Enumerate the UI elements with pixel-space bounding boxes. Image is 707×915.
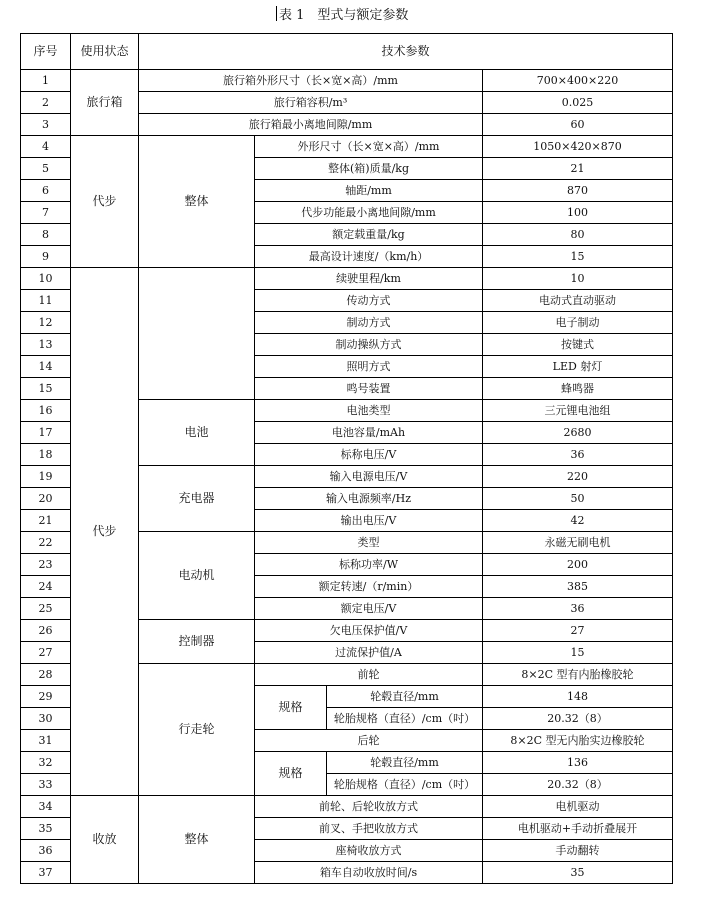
param-name: 前轮 [255,664,483,686]
param-name: 最高设计速度/（km/h） [255,246,483,268]
row-number: 5 [21,158,71,180]
row-number: 7 [21,202,71,224]
group-luggage: 旅行箱 [71,70,139,136]
group-whole-2: 整体 [139,796,255,884]
param-value: 手动翻转 [483,840,673,862]
param-value: LED 射灯 [483,356,673,378]
param-value: 700×400×220 [483,70,673,92]
group-charger: 充电器 [139,466,255,532]
param-name: 传动方式 [255,290,483,312]
param-value: 60 [483,114,673,136]
row-number: 21 [21,510,71,532]
param-value: 50 [483,488,673,510]
row-number: 25 [21,598,71,620]
param-name: 箱车自动收放时间/s [255,862,483,884]
param-value: 36 [483,444,673,466]
group-battery: 电池 [139,400,255,466]
param-name: 欠电压保护值/V [255,620,483,642]
param-value: 2680 [483,422,673,444]
row-number: 15 [21,378,71,400]
row-number: 30 [21,708,71,730]
param-value: 电机驱动 [483,796,673,818]
group-blank [139,268,255,400]
row-number: 13 [21,334,71,356]
group-motor: 电动机 [139,532,255,620]
param-value: 电机驱动+手动折叠展开 [483,818,673,840]
table-row [21,70,673,92]
row-number: 28 [21,664,71,686]
spec-table [20,33,673,884]
param-value: 136 [483,752,673,774]
param-name: 制动操纵方式 [255,334,483,356]
param-value: 35 [483,862,673,884]
row-number: 34 [21,796,71,818]
row-number: 36 [21,840,71,862]
row-number: 16 [21,400,71,422]
row-number: 23 [21,554,71,576]
param-value: 电动式直动驱动 [483,290,673,312]
param-value: 15 [483,642,673,664]
param-value: 100 [483,202,673,224]
param-name: 标称电压/V [255,444,483,466]
param-name: 续驶里程/km [255,268,483,290]
group-walk-1: 代步 [71,136,139,268]
param-name: 额定转速/（r/min） [255,576,483,598]
row-number: 17 [21,422,71,444]
row-number: 11 [21,290,71,312]
param-name: 轮胎规格（直径）/cm（吋） [327,774,483,796]
param-name: 座椅收放方式 [255,840,483,862]
row-number: 10 [21,268,71,290]
table-row [21,796,673,818]
param-value: 10 [483,268,673,290]
header-state: 使用状态 [71,34,139,70]
row-number: 18 [21,444,71,466]
param-value: 8×2C 型有内胎橡胶轮 [483,664,673,686]
row-number: 3 [21,114,71,136]
row-number: 29 [21,686,71,708]
group-controller: 控制器 [139,620,255,664]
param-name: 电池容量/mAh [255,422,483,444]
param-name: 输出电压/V [255,510,483,532]
row-number: 37 [21,862,71,884]
param-value: 永磁无刷电机 [483,532,673,554]
row-number: 27 [21,642,71,664]
param-name: 电池类型 [255,400,483,422]
param-name: 前轮、后轮收放方式 [255,796,483,818]
group-spec-rear: 规格 [255,752,327,796]
param-value: 21 [483,158,673,180]
param-value: 蜂鸣器 [483,378,673,400]
param-name: 类型 [255,532,483,554]
group-spec-front: 规格 [255,686,327,730]
param-value: 42 [483,510,673,532]
row-number: 24 [21,576,71,598]
row-number: 2 [21,92,71,114]
param-value: 8×2C 型无内胎实边橡胶轮 [483,730,673,752]
param-name: 轴距/mm [255,180,483,202]
param-name: 鸣号装置 [255,378,483,400]
param-name: 制动方式 [255,312,483,334]
param-value: 按键式 [483,334,673,356]
param-value: 27 [483,620,673,642]
row-number: 12 [21,312,71,334]
param-name: 前叉、手把收放方式 [255,818,483,840]
param-name: 旅行箱容积/m³ [139,92,483,114]
group-fold: 收放 [71,796,139,884]
param-name: 后轮 [255,730,483,752]
param-name: 轮毂直径/mm [327,752,483,774]
param-value: 15 [483,246,673,268]
param-value: 220 [483,466,673,488]
row-number: 26 [21,620,71,642]
group-whole-1: 整体 [139,136,255,268]
param-value: 1050×420×870 [483,136,673,158]
param-name: 照明方式 [255,356,483,378]
param-name: 输入电源频率/Hz [255,488,483,510]
param-value: 80 [483,224,673,246]
param-name: 旅行箱最小离地间隙/mm [139,114,483,136]
param-name: 输入电源电压/V [255,466,483,488]
param-name: 额定电压/V [255,598,483,620]
param-value: 870 [483,180,673,202]
param-name: 整体(箱)质量/kg [255,158,483,180]
table-row [21,268,673,290]
row-number: 9 [21,246,71,268]
row-number: 8 [21,224,71,246]
param-name: 旅行箱外形尺寸（长×宽×高）/mm [139,70,483,92]
param-value: 36 [483,598,673,620]
param-value: 200 [483,554,673,576]
header-tech: 技术参数 [139,34,673,70]
param-name: 外形尺寸（长×宽×高）/mm [255,136,483,158]
param-value: 0.025 [483,92,673,114]
row-number: 6 [21,180,71,202]
param-value: 385 [483,576,673,598]
param-value: 20.32（8） [483,774,673,796]
param-value: 20.32（8） [483,708,673,730]
param-value: 三元锂电池组 [483,400,673,422]
param-value: 148 [483,686,673,708]
param-name: 额定载重量/kg [255,224,483,246]
table-caption: 表 1 型式与额定参数 [276,4,408,23]
row-number: 14 [21,356,71,378]
row-number: 31 [21,730,71,752]
row-number: 33 [21,774,71,796]
param-name: 标称功率/W [255,554,483,576]
row-number: 20 [21,488,71,510]
row-number: 19 [21,466,71,488]
row-number: 32 [21,752,71,774]
param-value: 电子制动 [483,312,673,334]
header-row [21,34,673,70]
param-name: 轮毂直径/mm [327,686,483,708]
param-name: 过流保护值/A [255,642,483,664]
row-number: 22 [21,532,71,554]
param-name: 代步功能最小离地间隙/mm [255,202,483,224]
group-wheel: 行走轮 [139,664,255,796]
table-row [21,136,673,158]
param-name: 轮胎规格（直径）/cm（吋） [327,708,483,730]
group-walk-2: 代步 [71,268,139,796]
header-seq: 序号 [21,34,71,70]
row-number: 35 [21,818,71,840]
row-number: 1 [21,70,71,92]
row-number: 4 [21,136,71,158]
